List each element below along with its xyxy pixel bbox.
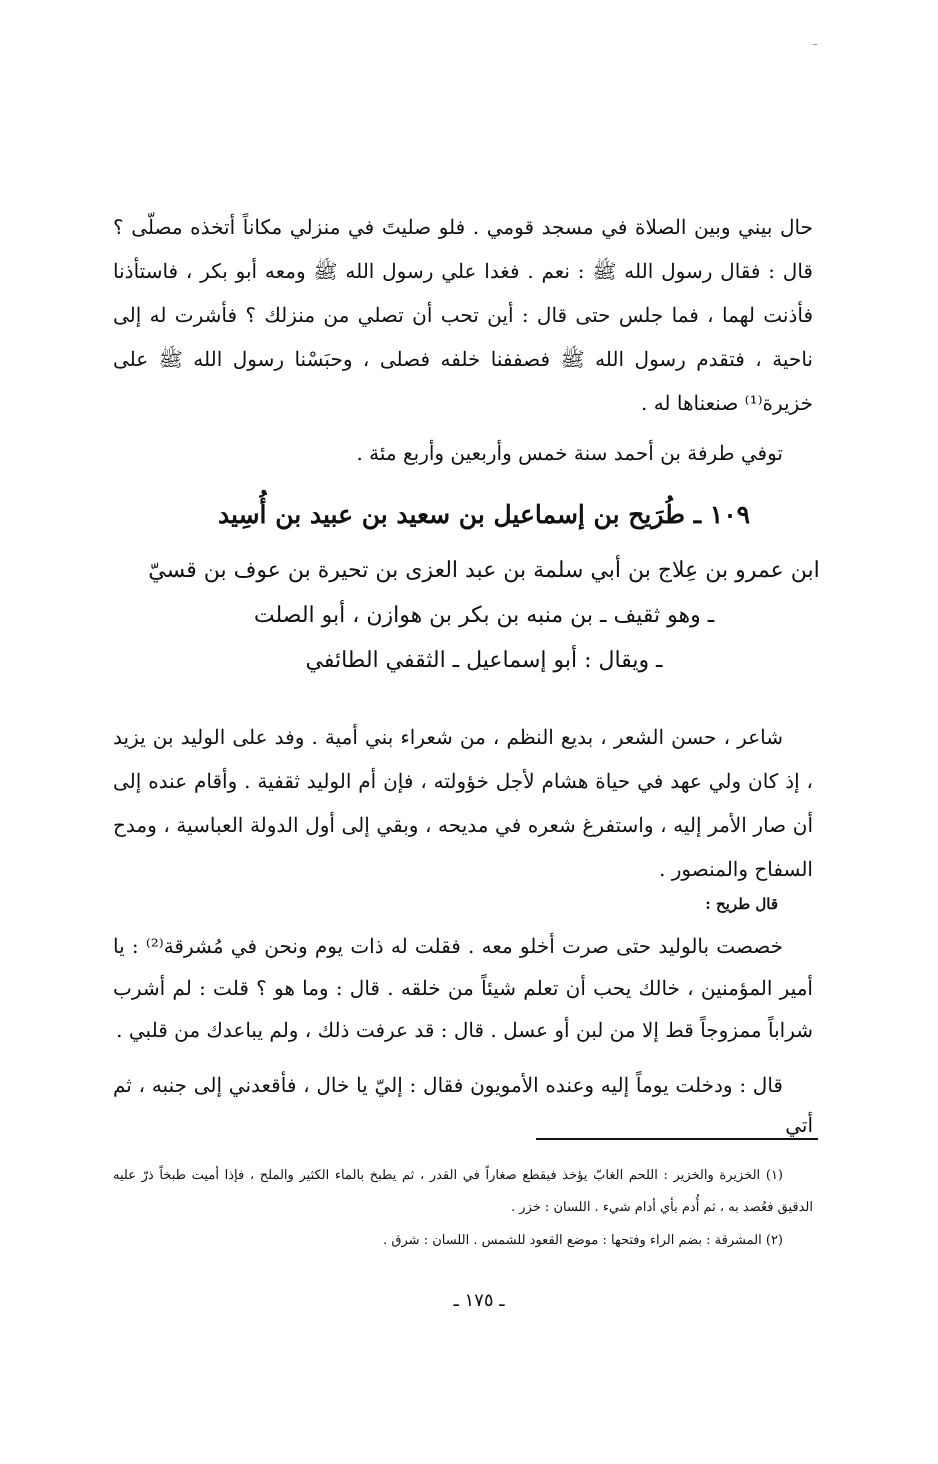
quote-paragraph-2: قال : ودخلت يوماً إليه وعنده الأمويون فقال : إليّ يا خال ، فأقعدني إلى جنبه ، ثم أتي: [113, 1073, 813, 1137]
footnote-1: (١) الخزيرة والخزير : اللحم الغابّ يؤخذ فيقطع صغاراً في القدر ، ثم يطبخ بالماء الكثير والملح ، فإذا أميت طبخاً ذرّ عليه الدقيق فعُصد به ، ثم أُدم بأي أدام شيء . اللسان : خزر .: [113, 1168, 813, 1215]
intro-section: [113, 205, 813, 475]
entry-biography: شاعر ، حسن الشعر ، بديع النظم ، من شعراء بني أمية . وفد على الوليد بن يزيد ، إذ كان ولي عهد في حياة هشام لأجل خؤولته ، فإن أم الوليد ثقفية . وأقام عنده إلى أن صار الأمر إليه ، واستفرغ شعره في مديحه ، وبقي إلى أول الدولة العباسية ، ومدح السفاح والمنصور .: [113, 725, 813, 881]
page-number: ـ ١٧٥ ـ: [453, 1290, 505, 1311]
entry-lineage-line-2: ـ وهو ثقيف ـ بن منبه بن بكر بن هوازن ، أبو الصلت: [253, 603, 715, 628]
scan-speck: [813, 44, 817, 45]
quote-subheading: قال طريح :: [705, 895, 778, 913]
quote-paragraph-1: خصصت بالوليد حتى صرت أخلو معه . فقلت له ذات يوم ونحن في مُشرقة⁽²⁾ : يا أمير المؤمنين ، خالك يحب أن تعلم شيئاً من خلقه . قال : وما هو ؟ قلت : لم أشرب شراباً ممزوجاً قط إلا من لبن أو عسل . قال : قد عرفت ذلك ، ولم يباعدك من قلبي .: [113, 934, 813, 1042]
entry-lineage-line-3: ـ ويقال : أبو إسماعيل ـ الثقفي الطائفي: [305, 648, 663, 673]
intro-paragraph: حال بيني وبين الصلاة في مسجد قومي . فلو صليتَ في منزلي مكاناً أتخذه مصلّى ؟ قال : فقال رسول الله ﷺ : نعم . فغدا علي رسول الله ﷺ ومعه أبو بكر ، فاستأذنا فأذنت لهما ، فما جلس حتى قال : أين تحب أن تصلي من منزلك ؟ فأشرت له إلى ناحية ، فتقدم رسول الله ﷺ فصففنا خلفه فصلى ، وحبَسْنا رسول الله ﷺ على خزيرة⁽¹⁾ صنعناها له .: [113, 215, 814, 415]
entry-lineage-line-1: ابن عمرو بن عِلاج بن أبي سلمة بن عبد العزى بن تحيرة بن عوف بن قسيّ: [148, 558, 820, 583]
footnote-2: (٢) المشرقة : بضم الراء وفتحها : موضع القعود للشمس . اللسان : شرق .: [383, 1233, 783, 1248]
death-note: توفي طرفة بن أحمد سنة خمس وأربعين وأربع مئة .: [356, 441, 783, 465]
footnote-separator: [536, 1138, 818, 1140]
entry-title: ١٠٩ ـ طُرَيح بن إسماعيل بن سعيد بن عبيد بن أُسِيد: [217, 500, 751, 529]
